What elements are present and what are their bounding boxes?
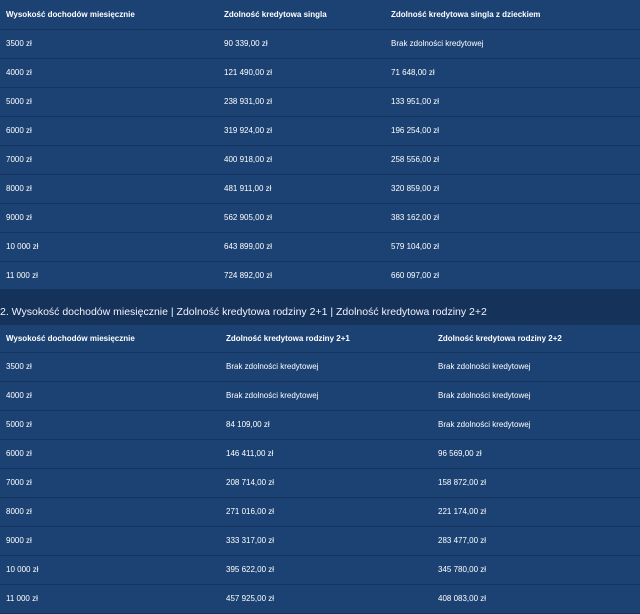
cell-single-with-child: 320 859,00 zł [385, 175, 640, 204]
income-credit-table-single [0, 0, 640, 291]
cell-income: 7000 zł [0, 146, 218, 175]
table-row [0, 175, 640, 204]
table-row [0, 382, 640, 411]
cell-family-2-1: 208 714,00 zł [220, 469, 432, 498]
table-row [0, 146, 640, 175]
cell-single-with-child: Brak zdolności kredytowej [385, 30, 640, 59]
column-header-single-with-child: Zdolność kredytowa singla z dzieckiem [385, 0, 640, 30]
table-row [0, 411, 640, 440]
cell-single: 121 490,00 zł [218, 59, 385, 88]
table-row [0, 233, 640, 262]
cell-single: 238 931,00 zł [218, 88, 385, 117]
cell-family-2-2: 283 477,00 zł [432, 527, 640, 556]
table-row [0, 440, 640, 469]
cell-single-with-child: 660 097,00 zł [385, 262, 640, 291]
cell-family-2-2: 158 872,00 zł [432, 469, 640, 498]
cell-income: 6000 zł [0, 440, 220, 469]
cell-single-with-child: 133 951,00 zł [385, 88, 640, 117]
cell-single: 481 911,00 zł [218, 175, 385, 204]
cell-family-2-1: 271 016,00 zł [220, 498, 432, 527]
cell-family-2-1: 457 925,00 zł [220, 585, 432, 614]
table-row [0, 527, 640, 556]
cell-income: 9000 zł [0, 204, 218, 233]
cell-family-2-1: Brak zdolności kredytowej [220, 382, 432, 411]
table-row [0, 30, 640, 59]
cell-single-with-child: 258 556,00 zł [385, 146, 640, 175]
cell-income: 5000 zł [0, 88, 218, 117]
cell-single-with-child: 383 162,00 zł [385, 204, 640, 233]
table-row [0, 59, 640, 88]
cell-income: 10 000 zł [0, 556, 220, 585]
cell-family-2-2: 408 083,00 zł [432, 585, 640, 614]
cell-income: 8000 zł [0, 498, 220, 527]
cell-income: 3500 zł [0, 30, 218, 59]
cell-income: 7000 zł [0, 469, 220, 498]
cell-family-2-2: 96 569,00 zł [432, 440, 640, 469]
cell-family-2-2: 221 174,00 zł [432, 498, 640, 527]
table-row [0, 498, 640, 527]
cell-family-2-1: 395 622,00 zł [220, 556, 432, 585]
cell-income: 9000 zł [0, 527, 220, 556]
column-header-family-2-1: Zdolność kredytowa rodziny 2+1 [220, 325, 432, 353]
column-header-single: Zdolność kredytowa singla [218, 0, 385, 30]
column-header-income: Wysokość dochodów miesięcznie [0, 0, 218, 30]
cell-family-2-2: Brak zdolności kredytowej [432, 411, 640, 440]
table-row [0, 469, 640, 498]
cell-income: 11 000 zł [0, 585, 220, 614]
cell-income: 4000 zł [0, 382, 220, 411]
cell-single: 643 899,00 zł [218, 233, 385, 262]
column-header-income: Wysokość dochodów miesięcznie [0, 325, 220, 353]
cell-single-with-child: 579 104,00 zł [385, 233, 640, 262]
cell-family-2-2: Brak zdolności kredytowej [432, 353, 640, 382]
cell-income: 6000 zł [0, 117, 218, 146]
table-row [0, 585, 640, 614]
cell-income: 3500 zł [0, 353, 220, 382]
table-row [0, 556, 640, 585]
cell-family-2-1: Brak zdolności kredytowej [220, 353, 432, 382]
cell-family-2-2: Brak zdolności kredytowej [432, 382, 640, 411]
cell-single: 400 918,00 zł [218, 146, 385, 175]
cell-income: 10 000 zł [0, 233, 218, 262]
cell-family-2-1: 333 317,00 zł [220, 527, 432, 556]
cell-single: 724 892,00 zł [218, 262, 385, 291]
cell-income: 11 000 zł [0, 262, 218, 291]
cell-single-with-child: 71 648,00 zł [385, 59, 640, 88]
cell-family-2-1: 84 109,00 zł [220, 411, 432, 440]
table-row [0, 262, 640, 291]
cell-income: 4000 zł [0, 59, 218, 88]
cell-income: 5000 zł [0, 411, 220, 440]
cell-income: 8000 zł [0, 175, 218, 204]
income-credit-table-family [0, 325, 640, 614]
cell-family-2-2: 345 780,00 zł [432, 556, 640, 585]
table-row [0, 88, 640, 117]
table-header-row [0, 0, 640, 30]
cell-single: 562 905,00 zł [218, 204, 385, 233]
cell-single: 319 924,00 zł [218, 117, 385, 146]
cell-single: 90 339,00 zł [218, 30, 385, 59]
section-heading: 2. Wysokość dochodów miesięcznie | Zdolność kredytowa rodziny 2+1 | Zdolność kredytowa rodziny 2+2 [0, 306, 487, 318]
column-header-family-2-2: Zdolność kredytowa rodziny 2+2 [432, 325, 640, 353]
table-header-row [0, 325, 640, 353]
table-row [0, 204, 640, 233]
cell-family-2-1: 146 411,00 zł [220, 440, 432, 469]
table-row [0, 353, 640, 382]
table-row [0, 117, 640, 146]
cell-single-with-child: 196 254,00 zł [385, 117, 640, 146]
